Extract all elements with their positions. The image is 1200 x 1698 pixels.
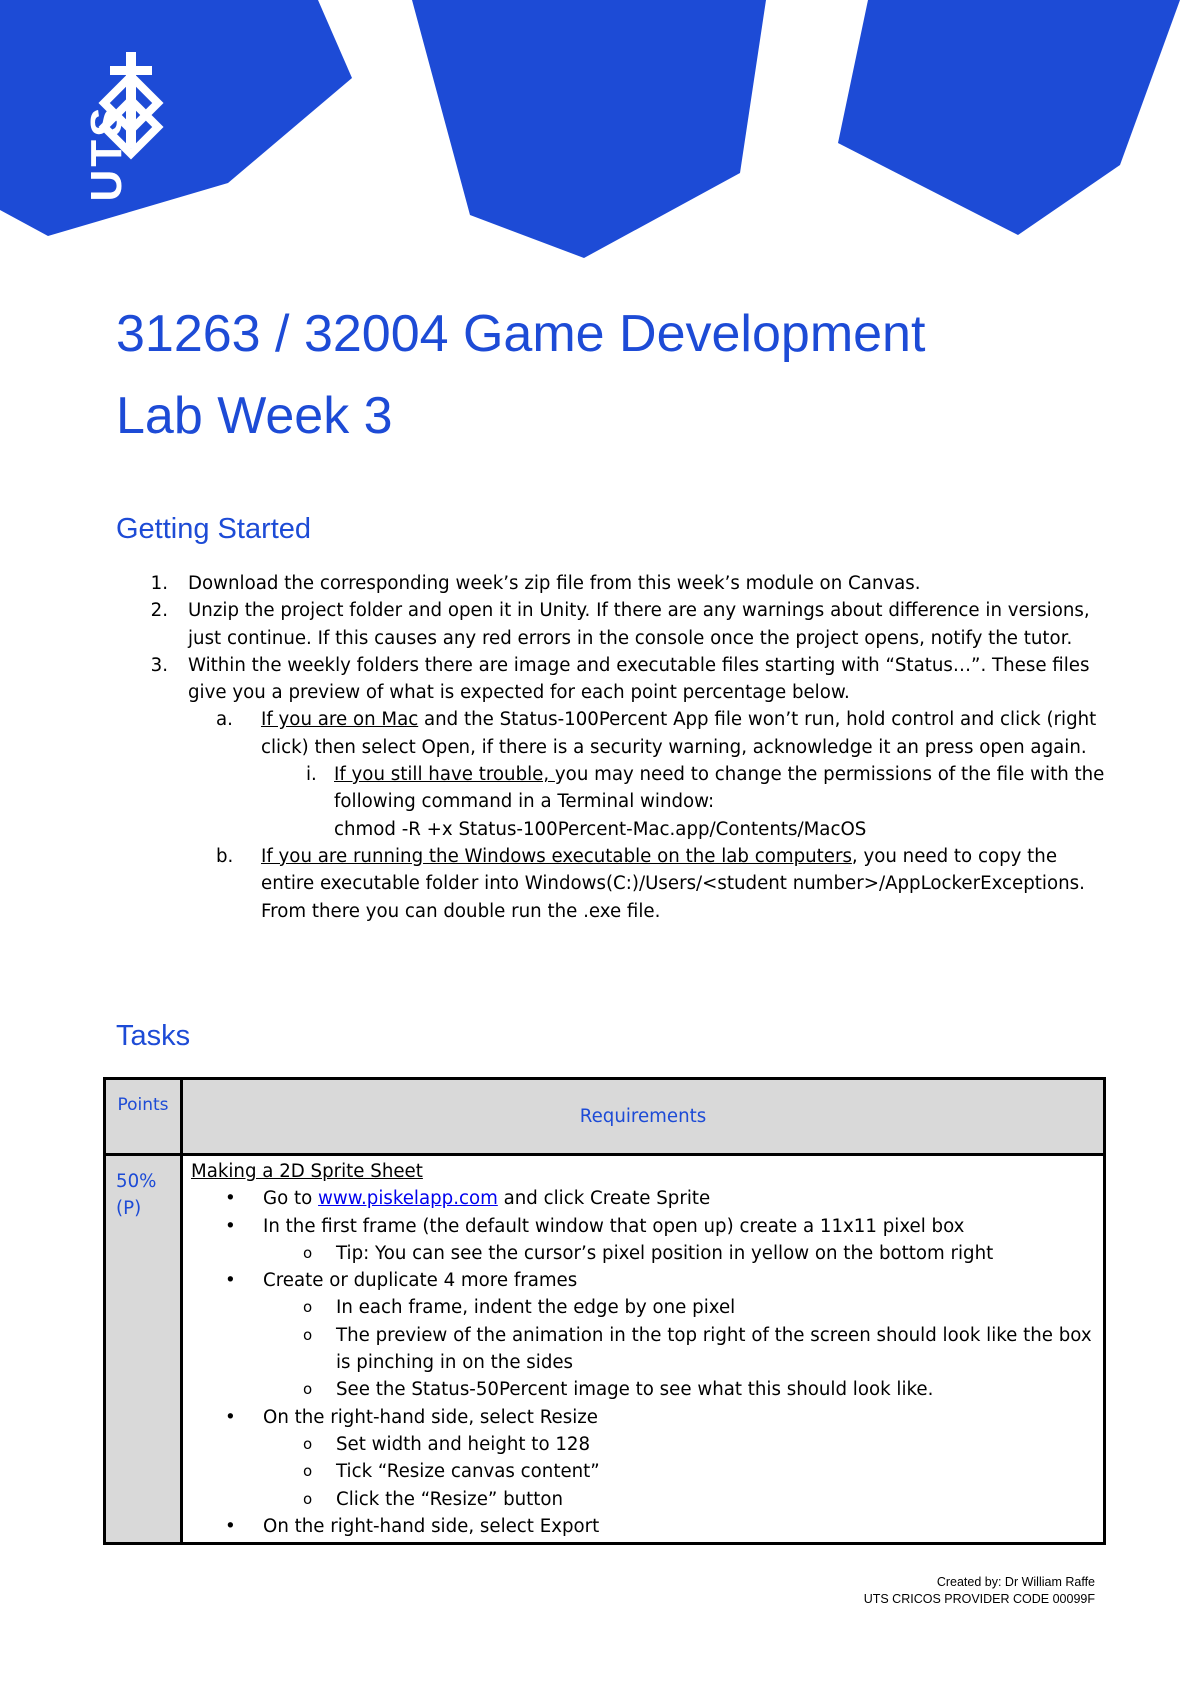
requirements-cell xyxy=(182,1155,1105,1544)
table-row xyxy=(105,1155,1105,1544)
list-item: 1. Download the corresponding week’s zip file from this week’s module on Canvas. xyxy=(150,573,921,594)
points-cell: 50% (P) xyxy=(105,1155,182,1544)
list-sub-item: o Click the “Resize” button xyxy=(303,1488,564,1510)
list-sub-item: o In each frame, indent the edge by one pixel xyxy=(303,1297,736,1319)
terminal-command: chmod -R +x Status-100Percent-Mac.app/Contents/MacOS xyxy=(334,818,867,840)
list-sub-item: a. If you are on Mac and the Status-100Percent App file won’t run, hold control and click (right click) then select Open, if there is a security warning, acknowledge it an press open again. xyxy=(216,709,1097,758)
list-sub-item: o The preview of the animation in the top right of the screen should look like the box is pinching in on the sides xyxy=(303,1324,1092,1374)
header-decoration xyxy=(0,0,1200,260)
list-sub-item: o Tick “Resize canvas content” xyxy=(303,1461,600,1483)
list-item: • On the right-hand side, select Resize xyxy=(225,1406,598,1428)
list-item: • Create or duplicate 4 more frames xyxy=(225,1270,578,1292)
list-sub-item: b. If you are running the Windows executable on the lab computers, you need to copy the entire executable folder into Windows(C:)/Users/<student number>/AppLockerExceptions. From there you can double run the .exe file. xyxy=(216,845,1085,922)
list-item: • In the first frame (the default window that open up) create a 11x11 pixel box xyxy=(225,1215,965,1237)
tasks-table xyxy=(103,1077,1106,1545)
tasks-heading: Tasks xyxy=(116,1020,191,1052)
footer-author: Created by: Dr William Raffe xyxy=(936,1575,1095,1589)
requirements-column-header: Requirements xyxy=(182,1079,1105,1155)
list-item: • Go to www.piskelapp.com and click Create Sprite xyxy=(225,1188,711,1210)
piskelapp-link[interactable]: www.piskelapp.com xyxy=(318,1188,498,1210)
list-item: 3. Within the weekly folders there are image and executable files starting with “Status…”. These files give you a preview of what is expected for each point percentage below. xyxy=(150,654,1090,704)
document-title: 31263 / 32004 Game Development xyxy=(116,305,926,363)
page-footer xyxy=(864,1574,1095,1608)
decor-shape-left xyxy=(0,0,352,236)
list-sub-item: o Set width and height to 128 xyxy=(303,1433,591,1455)
document-subtitle: Lab Week 3 xyxy=(116,387,393,445)
decor-shape-center xyxy=(412,0,766,258)
decor-shape-right xyxy=(838,0,1180,235)
list-item: • On the right-hand side, select Export xyxy=(225,1515,600,1537)
points-column-header: Points xyxy=(105,1079,182,1155)
list-sub-sub-item: i. If you still have trouble, you may need to change the permissions of the file with the following command in a Terminal window: chmod -R +x Status-100Percent-Mac.app/Contents/MacOS xyxy=(116,761,1106,843)
list-item: 2. Unzip the project folder and open it in Unity. If there are any warnings about difference in versions, just continue. If this causes any red errors in the console once the project opens, notify the tutor. xyxy=(150,600,1090,649)
list-sub-item: o See the Status-50Percent image to see what this should look like. xyxy=(303,1379,934,1401)
uts-logo: UTS xyxy=(82,104,131,202)
task-title: Making a 2D Sprite Sheet xyxy=(191,1161,423,1182)
list-sub-item: o Tip: You can see the cursor’s pixel position in yellow on the bottom right xyxy=(303,1242,994,1264)
getting-started-list xyxy=(116,570,1106,925)
footer-provider-code: UTS CRICOS PROVIDER CODE 00099F xyxy=(863,1592,1095,1606)
table-header-row xyxy=(105,1079,1105,1155)
getting-started-heading: Getting Started xyxy=(116,513,312,545)
